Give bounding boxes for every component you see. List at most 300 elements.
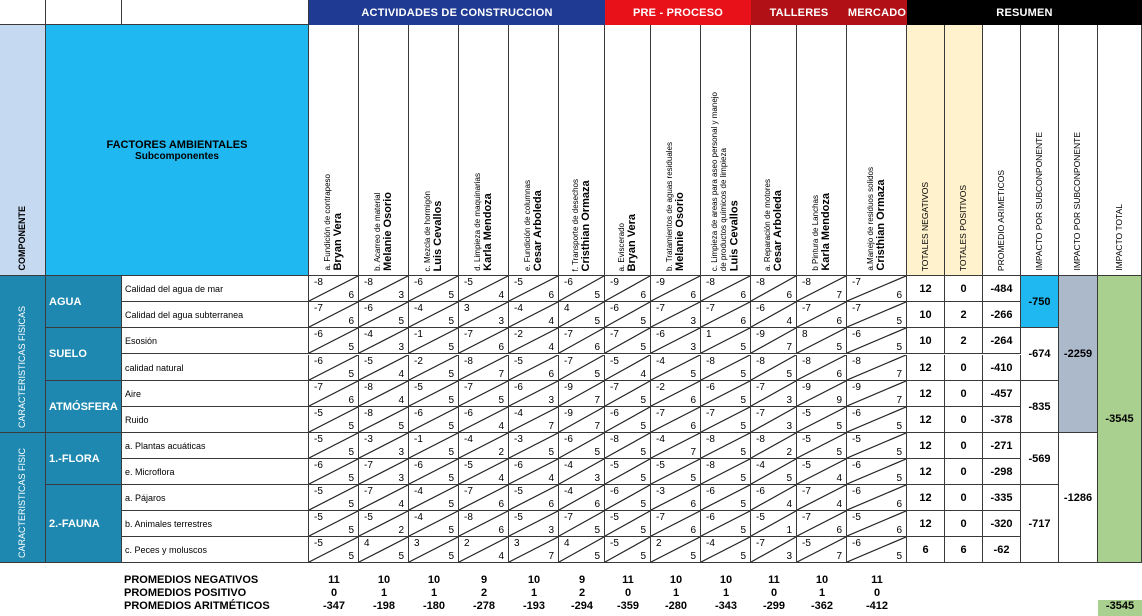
importance-value: 3 <box>690 316 696 327</box>
impact-cell[interactable] <box>559 511 605 537</box>
importance-value: 5 <box>896 342 902 353</box>
impact-cell[interactable] <box>309 433 359 459</box>
promedio-aritmetico-value: -298 <box>990 465 1013 478</box>
impact-cell[interactable] <box>459 511 509 537</box>
importance-value: 5 <box>740 473 746 484</box>
magnitude-value: 4 <box>564 303 570 314</box>
impacto-subcomponente-grupo-2[interactable] <box>1059 433 1098 563</box>
impact-cell[interactable] <box>409 328 459 354</box>
impact-cell[interactable] <box>797 433 847 459</box>
subcomponent-label: ATMÓSFERA <box>49 400 118 413</box>
impact-cell[interactable] <box>701 302 751 328</box>
totales-negativos-cell[interactable] <box>907 511 945 537</box>
importance-value: 6 <box>498 499 504 510</box>
impact-cell[interactable] <box>605 459 651 485</box>
impact-cell[interactable] <box>359 407 409 433</box>
impact-cell[interactable] <box>605 381 651 407</box>
impact-cell[interactable] <box>559 485 605 511</box>
impact-cell[interactable] <box>509 485 559 511</box>
impact-cell[interactable] <box>309 276 359 302</box>
impact-cell[interactable] <box>309 302 359 328</box>
totales-positivos-cell[interactable] <box>945 328 983 354</box>
totales-negativos-cell[interactable] <box>907 276 945 302</box>
magnitude-value: -7 <box>706 408 715 419</box>
impact-cell[interactable] <box>701 459 751 485</box>
impact-cell[interactable] <box>651 355 701 381</box>
importance-value: 5 <box>836 447 842 458</box>
header-construccion[interactable] <box>309 0 605 25</box>
magnitude-value: -4 <box>564 460 573 471</box>
impact-cell[interactable] <box>509 276 559 302</box>
summary-header-3[interactable] <box>983 25 1021 276</box>
impact-cell[interactable] <box>797 328 847 354</box>
importance-value: 5 <box>448 551 454 562</box>
header-preproceso[interactable] <box>605 0 751 25</box>
impact-cell[interactable] <box>409 433 459 459</box>
importance-value: 7 <box>594 421 600 432</box>
activity-responsible: Bryan Vera <box>331 213 344 271</box>
magnitude-value: -9 <box>610 277 619 288</box>
magnitude-value: -8 <box>706 460 715 471</box>
activity-header-9[interactable] <box>701 25 751 276</box>
promedio-aritmetico-cell[interactable] <box>983 433 1021 459</box>
activity-header-8[interactable] <box>651 25 701 276</box>
activity-header-7[interactable] <box>605 25 651 276</box>
impact-cell[interactable] <box>459 355 509 381</box>
importance-value: 6 <box>498 525 504 536</box>
impact-cell[interactable] <box>751 511 797 537</box>
totales-negativos-cell[interactable] <box>907 302 945 328</box>
impact-cell[interactable] <box>559 459 605 485</box>
impact-cell[interactable] <box>309 381 359 407</box>
impact-cell[interactable] <box>651 381 701 407</box>
magnitude-value: -4 <box>564 486 573 497</box>
impact-cell[interactable] <box>409 407 459 433</box>
importance-value: 5 <box>348 551 354 562</box>
impact-cell[interactable] <box>847 407 907 433</box>
totales-negativos-cell[interactable] <box>907 459 945 485</box>
impact-cell[interactable] <box>651 276 701 302</box>
promedio-aritmetico-value: -410 <box>990 361 1013 374</box>
impact-cell[interactable] <box>847 511 907 537</box>
impact-cell[interactable] <box>309 407 359 433</box>
impact-cell[interactable] <box>459 407 509 433</box>
impact-cell[interactable] <box>409 355 459 381</box>
impact-cell[interactable] <box>559 433 605 459</box>
magnitude-value: -8 <box>802 277 811 288</box>
totales-positivos-cell[interactable] <box>945 381 983 407</box>
promedio-aritmetico-cell[interactable] <box>983 355 1021 381</box>
impact-cell[interactable] <box>797 459 847 485</box>
factor-cell[interactable] <box>122 459 309 485</box>
summary-header-1[interactable] <box>907 25 945 276</box>
impact-cell[interactable] <box>751 355 797 381</box>
totales-negativos-value: 10 <box>919 308 932 321</box>
totales-negativos-cell[interactable] <box>907 485 945 511</box>
impact-cell[interactable] <box>651 537 701 563</box>
impact-cell[interactable] <box>797 485 847 511</box>
activity-header-12[interactable] <box>847 25 907 276</box>
impact-cell[interactable] <box>409 276 459 302</box>
totales-negativos-value: 12 <box>919 517 932 530</box>
header-mercado[interactable] <box>847 0 907 25</box>
impact-cell[interactable] <box>509 328 559 354</box>
factor-cell[interactable] <box>122 302 309 328</box>
summary-header-text <box>1073 128 1083 275</box>
factor-label: Aire <box>125 388 142 399</box>
impact-cell[interactable] <box>409 459 459 485</box>
impact-cell[interactable] <box>459 381 509 407</box>
promedio-aritmetico-cell[interactable] <box>983 276 1021 302</box>
summary-header-5[interactable] <box>1059 25 1098 276</box>
impact-cell[interactable] <box>651 433 701 459</box>
impact-cell[interactable] <box>847 485 907 511</box>
importance-value: 5 <box>640 395 646 406</box>
subcomponent-1[interactable] <box>46 276 122 328</box>
subcomponent-label: SUELO <box>49 348 87 360</box>
impact-cell[interactable] <box>797 511 847 537</box>
factor-label: Ruido <box>125 414 149 425</box>
promedio-aritmetico-cell[interactable] <box>983 537 1021 563</box>
promedio-aritmetico-cell[interactable] <box>983 511 1021 537</box>
summary-header-2[interactable] <box>945 25 983 276</box>
totales-positivos-cell[interactable] <box>945 433 983 459</box>
impact-cell[interactable] <box>559 302 605 328</box>
importance-value: 5 <box>548 447 554 458</box>
impacto-subcomponente-2[interactable] <box>1021 328 1059 381</box>
impact-cell[interactable] <box>605 355 651 381</box>
subcomponent-2[interactable] <box>46 328 122 381</box>
impact-cell[interactable] <box>359 355 409 381</box>
impact-cell[interactable] <box>605 407 651 433</box>
factores-header[interactable] <box>46 25 309 276</box>
factores-title: FACTORES AMBIENTALES <box>106 138 248 151</box>
impact-cell[interactable] <box>309 485 359 511</box>
totales-negativos-value: 12 <box>919 413 932 426</box>
summary-header-text <box>1035 128 1045 275</box>
totales-negativos-cell[interactable] <box>907 381 945 407</box>
impact-cell[interactable] <box>309 355 359 381</box>
impact-cell[interactable] <box>409 537 459 563</box>
impact-cell[interactable] <box>509 433 559 459</box>
group-caracteristicas-fisic[interactable] <box>0 433 46 563</box>
totales-positivos-cell[interactable] <box>945 537 983 563</box>
magnitude-value: -6 <box>564 277 573 288</box>
impact-cell[interactable] <box>847 459 907 485</box>
totales-positivos-cell[interactable] <box>945 302 983 328</box>
impact-cell[interactable] <box>847 302 907 328</box>
magnitude-value: -7 <box>656 303 665 314</box>
factor-label: c. Peces y moluscos <box>125 544 208 555</box>
subcomponent-5[interactable] <box>46 485 122 563</box>
promedio-aritmetico-cell[interactable] <box>983 302 1021 328</box>
impact-cell[interactable] <box>359 381 409 407</box>
importance-value: 5 <box>448 395 454 406</box>
impact-cell[interactable] <box>847 328 907 354</box>
impact-cell[interactable] <box>751 537 797 563</box>
importance-value: 5 <box>398 551 404 562</box>
impact-cell[interactable] <box>359 537 409 563</box>
importance-value: 4 <box>498 421 504 432</box>
impact-cell[interactable] <box>459 433 509 459</box>
impacto-subcomponente-3[interactable] <box>1021 381 1059 433</box>
impact-cell[interactable] <box>847 276 907 302</box>
totales-positivos-cell[interactable] <box>945 459 983 485</box>
group-caracteristicas-fisicas[interactable] <box>0 276 46 433</box>
magnitude-value: -6 <box>756 486 765 497</box>
blank-header-a[interactable] <box>0 0 46 25</box>
impact-cell[interactable] <box>605 485 651 511</box>
impact-cell[interactable] <box>797 276 847 302</box>
magnitude-value: -5 <box>802 538 811 549</box>
factor-cell[interactable] <box>122 328 309 354</box>
totales-negativos-cell[interactable] <box>907 433 945 459</box>
impact-cell[interactable] <box>359 276 409 302</box>
importance-value: 6 <box>690 290 696 301</box>
totales-negativos-cell[interactable] <box>907 537 945 563</box>
impact-cell[interactable] <box>701 276 751 302</box>
activity-header-6[interactable] <box>559 25 605 276</box>
magnitude-value: -6 <box>852 538 861 549</box>
impact-cell[interactable] <box>605 511 651 537</box>
totales-positivos-cell[interactable] <box>945 485 983 511</box>
impact-cell[interactable] <box>559 407 605 433</box>
impact-cell[interactable] <box>509 459 559 485</box>
impact-cell[interactable] <box>651 328 701 354</box>
impacto-subcomponente-4[interactable] <box>1021 433 1059 485</box>
importance-value: 5 <box>740 369 746 380</box>
impact-cell[interactable] <box>701 433 751 459</box>
magnitude-value: 2 <box>656 538 662 549</box>
impact-cell[interactable] <box>559 355 605 381</box>
impacto-grupo-value: -1286 <box>1063 491 1093 504</box>
impact-cell[interactable] <box>701 511 751 537</box>
importance-value: 5 <box>640 421 646 432</box>
importance-value: 5 <box>740 499 746 510</box>
impact-cell[interactable] <box>459 276 509 302</box>
header-resumen[interactable] <box>907 0 1142 25</box>
impact-cell[interactable] <box>459 328 509 354</box>
impact-cell[interactable] <box>701 407 751 433</box>
magnitude-value: -8 <box>852 356 861 367</box>
impact-cell[interactable] <box>751 302 797 328</box>
importance-value: 7 <box>690 447 696 458</box>
impact-cell[interactable] <box>359 433 409 459</box>
factor-cell[interactable] <box>122 276 309 302</box>
impact-cell[interactable] <box>751 381 797 407</box>
activity-responsible: Cristhian Ormaza <box>874 179 887 271</box>
impact-cell[interactable] <box>509 355 559 381</box>
impacto-subcomponente-5[interactable] <box>1021 485 1059 563</box>
impact-cell[interactable] <box>559 276 605 302</box>
impact-cell[interactable] <box>847 433 907 459</box>
impact-cell[interactable] <box>605 302 651 328</box>
impact-cell[interactable] <box>651 485 701 511</box>
componente-header[interactable] <box>0 25 46 276</box>
activity-header-1[interactable] <box>309 25 359 276</box>
impact-cell[interactable] <box>847 537 907 563</box>
impact-cell[interactable] <box>559 537 605 563</box>
subcomponent-4[interactable] <box>46 433 122 485</box>
subcomponent-3[interactable] <box>46 381 122 433</box>
impact-cell[interactable] <box>605 328 651 354</box>
promedio-aritmetico-cell[interactable] <box>983 407 1021 433</box>
factor-cell[interactable] <box>122 511 309 537</box>
activity-header-10[interactable] <box>751 25 797 276</box>
importance-value: 5 <box>398 421 404 432</box>
factor-cell[interactable] <box>122 355 309 381</box>
impact-cell[interactable] <box>701 537 751 563</box>
impact-cell[interactable] <box>751 433 797 459</box>
importance-value: 5 <box>448 525 454 536</box>
impact-cell[interactable] <box>605 537 651 563</box>
impact-cell[interactable] <box>459 485 509 511</box>
impact-cell[interactable] <box>309 537 359 563</box>
activity-header-text <box>665 138 687 275</box>
impact-cell[interactable] <box>309 511 359 537</box>
activity-header-text <box>523 176 545 275</box>
totales-negativos-cell[interactable] <box>907 355 945 381</box>
impact-cell[interactable] <box>847 355 907 381</box>
impact-cell[interactable] <box>309 328 359 354</box>
blank-header-c[interactable] <box>122 0 309 25</box>
magnitude-value: -6 <box>706 486 715 497</box>
factor-cell[interactable] <box>122 485 309 511</box>
impact-cell[interactable] <box>751 485 797 511</box>
impact-cell[interactable] <box>651 407 701 433</box>
impact-cell[interactable] <box>751 459 797 485</box>
impact-cell[interactable] <box>847 381 907 407</box>
promedio-aritmetico-value: -271 <box>990 439 1013 452</box>
importance-value: 5 <box>786 369 792 380</box>
activity-responsible: Cristhian Ormaza <box>579 179 592 271</box>
activity-header-3[interactable] <box>409 25 459 276</box>
impact-cell[interactable] <box>509 302 559 328</box>
impact-cell[interactable] <box>359 511 409 537</box>
factor-cell[interactable] <box>122 381 309 407</box>
totales-negativos-value: 6 <box>922 543 929 556</box>
impact-cell[interactable] <box>651 511 701 537</box>
factor-cell[interactable] <box>122 537 309 563</box>
impact-cell[interactable] <box>701 328 751 354</box>
factor-cell[interactable] <box>122 433 309 459</box>
magnitude-value: 3 <box>414 538 420 549</box>
promedio-aritmetico-cell[interactable] <box>983 381 1021 407</box>
impact-cell[interactable] <box>359 459 409 485</box>
impact-cell[interactable] <box>605 433 651 459</box>
magnitude-value: -8 <box>364 277 373 288</box>
magnitude-value: -6 <box>364 303 373 314</box>
promedio-aritmetico-cell[interactable] <box>983 328 1021 354</box>
totales-negativos-value: 12 <box>919 282 932 295</box>
impact-cell[interactable] <box>701 485 751 511</box>
magnitude-value: -5 <box>514 486 523 497</box>
impact-cell[interactable] <box>459 302 509 328</box>
totales-negativos-cell[interactable] <box>907 328 945 354</box>
impact-cell[interactable] <box>797 355 847 381</box>
impact-cell[interactable] <box>409 302 459 328</box>
impact-cell[interactable] <box>751 276 797 302</box>
impact-cell[interactable] <box>509 511 559 537</box>
importance-value: 5 <box>348 499 354 510</box>
impact-cell[interactable] <box>751 328 797 354</box>
totales-positivos-cell[interactable] <box>945 355 983 381</box>
magnitude-value: -8 <box>706 356 715 367</box>
activity-label: f. Transporte de desechos <box>570 178 580 271</box>
impact-cell[interactable] <box>409 485 459 511</box>
impacto-total-cell[interactable] <box>1098 276 1142 563</box>
importance-value: 6 <box>740 316 746 327</box>
magnitude-value: -6 <box>852 408 861 419</box>
factor-cell[interactable] <box>122 407 309 433</box>
activity-header-2[interactable] <box>359 25 409 276</box>
impact-cell[interactable] <box>509 407 559 433</box>
impact-cell[interactable] <box>409 381 459 407</box>
magnitude-value: -8 <box>756 356 765 367</box>
impact-cell[interactable] <box>359 302 409 328</box>
magnitude-value: -8 <box>464 512 473 523</box>
impact-cell[interactable] <box>651 302 701 328</box>
impact-cell[interactable] <box>559 328 605 354</box>
impact-cell[interactable] <box>797 302 847 328</box>
header-talleres[interactable] <box>751 0 847 25</box>
impacto-subcomponente-1[interactable] <box>1021 276 1059 328</box>
impact-cell[interactable] <box>359 485 409 511</box>
importance-value: 4 <box>836 499 842 510</box>
promedio-aritmetico-cell[interactable] <box>983 459 1021 485</box>
totales-positivos-cell[interactable] <box>945 276 983 302</box>
magnitude-value: -9 <box>656 277 665 288</box>
impact-cell[interactable] <box>797 381 847 407</box>
totales-positivos-value: 0 <box>960 282 967 295</box>
impact-cell[interactable] <box>309 459 359 485</box>
impact-cell[interactable] <box>509 381 559 407</box>
impact-cell[interactable] <box>409 511 459 537</box>
summary-header-6[interactable] <box>1098 25 1142 276</box>
activity-header-4[interactable] <box>459 25 509 276</box>
totales-positivos-cell[interactable] <box>945 407 983 433</box>
impact-cell[interactable] <box>459 537 509 563</box>
impact-cell[interactable] <box>509 537 559 563</box>
impact-cell[interactable] <box>701 355 751 381</box>
impact-cell[interactable] <box>751 407 797 433</box>
impact-cell[interactable] <box>605 276 651 302</box>
impact-cell[interactable] <box>459 459 509 485</box>
totales-positivos-cell[interactable] <box>945 511 983 537</box>
importance-value: 2 <box>786 447 792 458</box>
blank-header-b[interactable] <box>46 0 122 25</box>
footer-value-neg: 9 <box>578 574 586 586</box>
impact-cell[interactable] <box>797 537 847 563</box>
summary-header-4[interactable] <box>1021 25 1059 276</box>
totales-negativos-cell[interactable] <box>907 407 945 433</box>
activity-label: a. Fundición de contrapeso <box>322 174 332 271</box>
impact-cell[interactable] <box>559 381 605 407</box>
impacto-subcomponente-value: -717 <box>1028 517 1051 530</box>
impacto-subcomponente-grupo-1[interactable] <box>1059 276 1098 433</box>
importance-value: 5 <box>594 447 600 458</box>
activity-header-11[interactable] <box>797 25 847 276</box>
activity-header-5[interactable] <box>509 25 559 276</box>
impact-cell[interactable] <box>359 328 409 354</box>
factor-label: a. Plantas acuáticas <box>125 440 206 451</box>
impact-cell[interactable] <box>651 459 701 485</box>
impact-cell[interactable] <box>701 381 751 407</box>
impact-cell[interactable] <box>797 407 847 433</box>
promedio-aritmetico-cell[interactable] <box>983 485 1021 511</box>
magnitude-value: -7 <box>756 538 765 549</box>
magnitude-value: -5 <box>610 460 619 471</box>
